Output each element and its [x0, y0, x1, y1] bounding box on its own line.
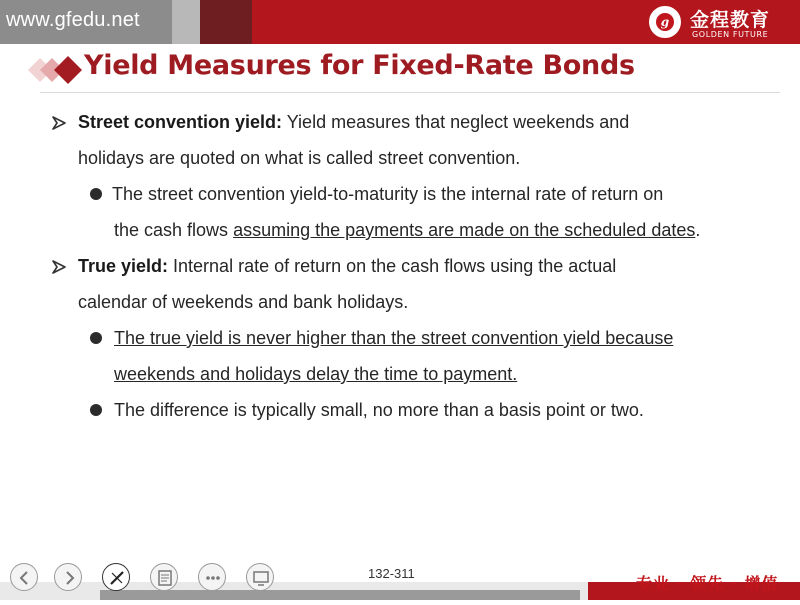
- golden-future-logo: [648, 5, 798, 41]
- dot-bullet-icon: [90, 404, 102, 416]
- arrow-bullet-icon: [52, 260, 66, 274]
- previous-button[interactable]: [10, 563, 38, 591]
- subitem-text-plain: the cash flows: [114, 220, 234, 240]
- notes-button[interactable]: [150, 563, 178, 591]
- slogan-text: 专业 · 领先 · 增值: [636, 574, 779, 593]
- item-text: Internal rate of return on the cash flows using the actual: [168, 256, 617, 276]
- subitem-text-underlined: The true yield is never higher than the street convention yield because: [114, 328, 674, 348]
- dot-bullet-icon: [90, 332, 102, 344]
- item-text-continued: holidays are quoted on what is called street convention.: [78, 148, 521, 168]
- banner-segment-light: [172, 0, 200, 44]
- site-url: www.gfedu.net: [6, 9, 140, 31]
- item-true-yield: [78, 256, 616, 277]
- more-options-button[interactable]: [198, 563, 226, 591]
- next-button[interactable]: [54, 563, 82, 591]
- subitem-text-continued: [114, 220, 700, 241]
- subitem-text-underlined-continued: weekends and holidays delay the time to payment.: [114, 364, 518, 384]
- logo-english-name: GOLDEN FUTURE: [692, 30, 769, 39]
- screen-button[interactable]: [246, 563, 274, 591]
- more-icon: [199, 564, 227, 592]
- logo-chinese-name: 金程教育: [690, 9, 771, 31]
- item-text-continued: calendar of weekends and bank holidays.: [78, 292, 409, 312]
- dot-bullet-icon: [90, 188, 102, 200]
- next-icon: [55, 564, 83, 592]
- item-text: Yield measures that neglect weekends and: [282, 112, 630, 132]
- banner-segment-dark-red: [200, 0, 252, 44]
- item-street-convention: [78, 112, 629, 133]
- item-label: Street convention yield:: [78, 112, 283, 132]
- item-label: True yield:: [78, 256, 169, 276]
- previous-icon: [11, 564, 39, 592]
- subitem-text: The street convention yield-to-maturity is the internal rate of return on: [112, 184, 664, 204]
- page-number: 132-311: [368, 566, 415, 581]
- title-divider: [40, 92, 780, 93]
- logo-emblem-icon: g: [648, 5, 682, 39]
- subitem-text-underlined: assuming the payments are made on the scheduled dates: [233, 220, 696, 240]
- pen-icon: [103, 564, 131, 592]
- pen-tool-button[interactable]: [102, 563, 130, 591]
- screen-icon: [247, 564, 275, 592]
- arrow-bullet-icon: [52, 116, 66, 130]
- notes-icon: [151, 564, 179, 592]
- slide-title: Yield Measures for Fixed-Rate Bonds: [84, 50, 635, 81]
- top-banner: [0, 0, 800, 44]
- subitem-text-end: .: [695, 220, 701, 240]
- subitem-text: The difference is typically small, no more than a basis point or two.: [114, 400, 644, 420]
- title-diamond-icon: [18, 48, 88, 92]
